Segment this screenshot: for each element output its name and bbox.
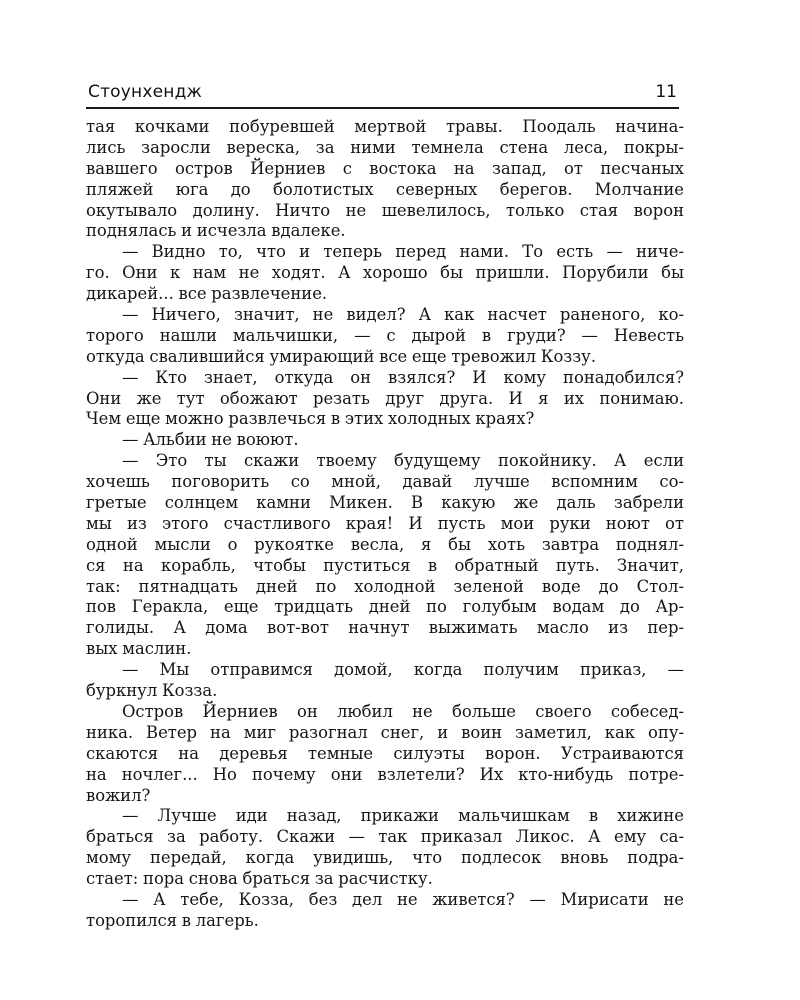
text-line: Чем еще можно развлечься в этих холодных краях? bbox=[86, 409, 535, 429]
text-line: голиды. А дома вот-вот начнут выжимать масло из пер- bbox=[86, 618, 684, 638]
text-line: поднялась и исчезла вдалеке. bbox=[86, 221, 346, 241]
text-line: вых маслин. bbox=[86, 639, 192, 659]
running-head bbox=[86, 78, 679, 108]
text-line: го. Они к нам не ходят. А хорошо бы пришли. Порубили бы bbox=[86, 263, 684, 283]
text-line: торопился в лагерь. bbox=[86, 910, 259, 930]
page-number: 11 bbox=[655, 82, 677, 102]
text-line: Остров Йерниев он любил не больше своего собесед- bbox=[122, 701, 684, 721]
text-line: откуда свалившийся умирающий все еще тревожил Коззу. bbox=[86, 346, 597, 366]
text-line: стает: пора снова браться за расчистку. bbox=[86, 869, 433, 889]
text-line: — Мы отправимся домой, когда получим приказ, — bbox=[122, 660, 684, 680]
text-line: дикарей... все развлечение. bbox=[86, 284, 328, 304]
text-line: — Ничего, значит, не видел? А как насчет раненого, ко- bbox=[122, 305, 684, 325]
text-line: мому передай, когда увидишь, что подлесок вновь подра- bbox=[86, 848, 684, 868]
text-line: вожил? bbox=[86, 785, 151, 805]
text-line: хочешь поговорить со мной, давай лучше вспомним со- bbox=[86, 472, 684, 492]
text-line: — Это ты скажи твоему будущему покойнику. А если bbox=[122, 451, 684, 471]
text-line: мы из этого счастливого края! И пусть мои руки ноют от bbox=[86, 513, 684, 533]
text-line: так: пятнадцать дней по холодной зеленой воде до Стол- bbox=[86, 576, 684, 596]
text-line: лись заросли вереска, за ними темнела стена леса, покры- bbox=[86, 137, 684, 157]
text-line: Они же тут обожают резать друг друга. И я их понимаю. bbox=[86, 388, 684, 408]
text-line: скаются на деревья темные силуэты ворон. Устраиваются bbox=[86, 743, 684, 763]
text-line: на ночлег... Но почему они взлетели? Их кто-нибудь потре- bbox=[86, 764, 684, 784]
text-line: пов Геракла, еще тридцать дней по голубым водам до Ар- bbox=[86, 597, 684, 617]
text-line: торого нашли мальчишки, — с дырой в груди? — Невесть bbox=[86, 325, 684, 345]
text-line: — Лучше иди назад, прикажи мальчишкам в хижине bbox=[122, 806, 684, 826]
text-line: окутывало долину. Ничто не шевелилось, только стая ворон bbox=[86, 200, 684, 220]
text-line: ся на корабль, чтобы пуститься в обратный путь. Значит, bbox=[86, 555, 684, 575]
book-title: Стоунхендж bbox=[88, 82, 203, 102]
text-line: — Видно то, что и теперь перед нами. То есть — ниче- bbox=[122, 242, 684, 262]
text-line: — Кто знает, откуда он взялся? И кому понадобился? bbox=[122, 367, 684, 387]
text-line: — А тебе, Козза, без дел не живется? — Мирисати не bbox=[122, 889, 684, 909]
text-line: тая кочками побуревшей мертвой травы. Поодаль начина- bbox=[86, 117, 684, 136]
header-rule bbox=[86, 107, 679, 109]
text-line: пляжей юга до болотистых северных берегов. Молчание bbox=[86, 179, 684, 199]
text-line: — Альбии не воюют. bbox=[122, 430, 299, 450]
text-line: браться за работу. Скажи — так приказал Ликос. А ему са- bbox=[86, 827, 684, 847]
text-line: буркнул Козза. bbox=[86, 681, 218, 701]
body-text bbox=[86, 117, 684, 932]
text-line: гретые солнцем камни Микен. В какую же даль забрели bbox=[86, 493, 684, 513]
text-line: ника. Ветер на миг разогнал снег, и воин заметил, как опу- bbox=[86, 722, 684, 742]
text-line: одной мысли о рукоятке весла, я бы хоть завтра поднял- bbox=[86, 534, 684, 554]
text-line: вавшего остров Йерниев с востока на запад, от песчаных bbox=[86, 158, 684, 178]
